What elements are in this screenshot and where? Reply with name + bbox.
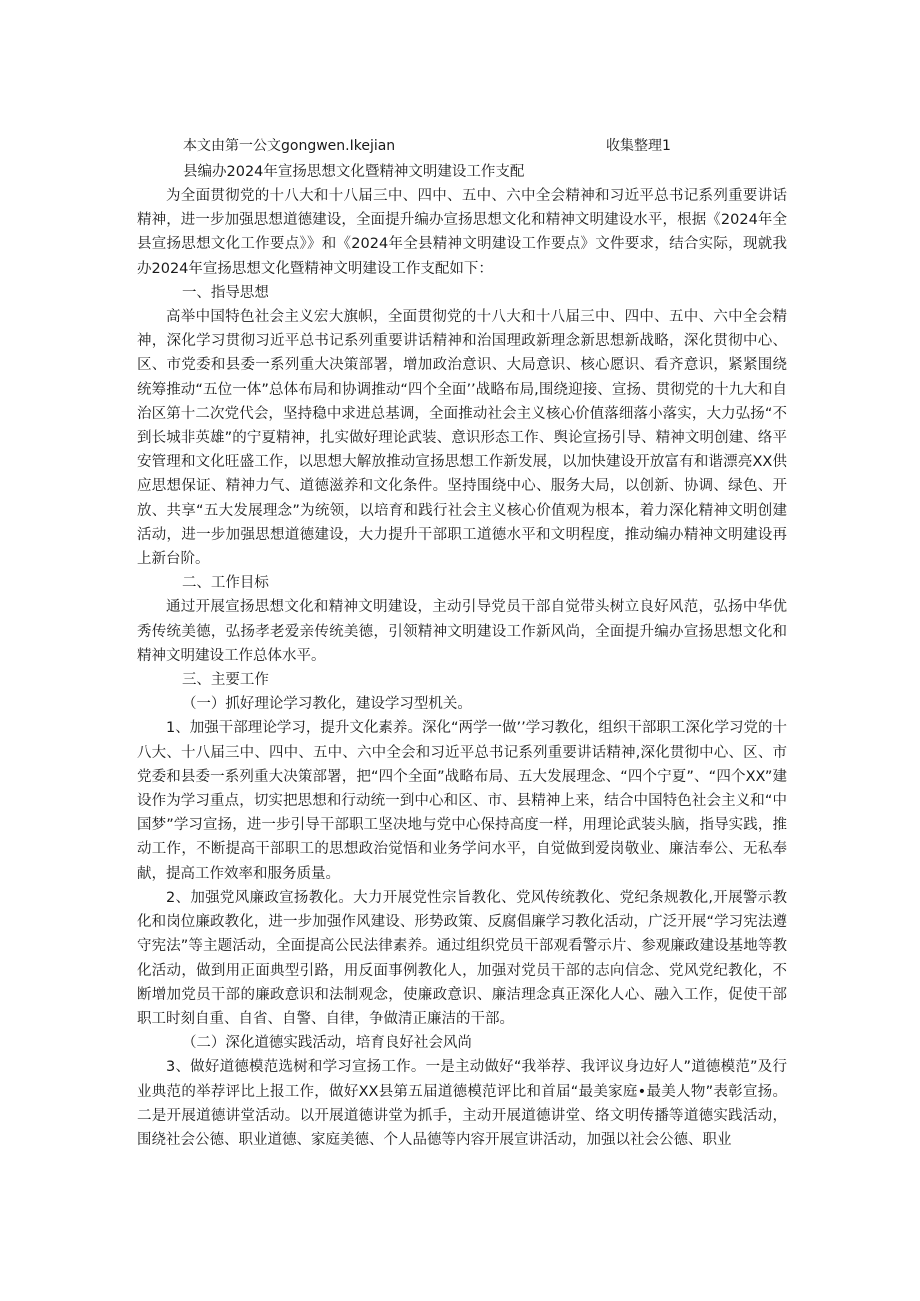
collection-note: 收集整理1 [606, 138, 671, 154]
subsection-heading-theory-study: （一）抓好理论学习教化，建设学习型机关。 [181, 696, 472, 713]
subsection-heading-moral-practice: （二）深化道德实践活动，培育良好社会风尚 [181, 1035, 472, 1052]
item-3-paragraph: 3、做好道德模范选树和学习宣扬工作。一是主动做好“我举荐、我评议身边好人”道德模范”及行业典范的举荐评比上报工作，做好XX县第五届道德模范评比和首届“最美家庭•最美人物”表彰宣扬。二是开展道德讲堂活动。以开展道德讲堂为抓手，主动开展道德讲堂、络文明传播等道德实践活动，围绕社会公德、职业道德、家庭美德、个人品德等内容开展宣讲活动，加强以社会公德、职业 [137, 1059, 787, 1148]
work-goals-paragraph: 通过开展宣扬思想文化和精神文明建设，主动引导党员干部自觉带头树立良好风范，弘扬中华优秀传统美德，弘扬孝老爱亲传统美德，引领精神文明建设工作新风尚，全面提升编办宣扬思想文化和精神文明建设工作总体水平。 [137, 599, 787, 664]
guiding-ideology-paragraph: 高举中国特色社会主义宏大旗帜，全面贯彻党的十八大和十八届三中、四中、五中、六中全会精神，深化学习贯彻习近平总书记系列重要讲话精神和治国理政新理念新思想新战略，深化贯彻中心、区、市党委和县委一系列重大决策部署，增加政治意识、大局意识、核心愿识、看齐意识，紧紧围绕统筹推动“五位一体”总体布局和协调推动“四个全面’’战略布局,围绕迎接、宣扬、贯彻党的十九大和自治区第十二次党代会，坚持稳中求进总基调，全面推动社会主义核心价值落细落小落实，大力弘扬“不到长城非英雄”的宁夏精神，扎实做好理论武装、意识形态工作、舆论宣扬引导、精神文明创建、络平安管理和文化旺盛工作，以思想大解放推动宣扬思想工作新发展，以加快建设开放富有和谐漂亮XX供应思想保证、精神力气、道德滋养和文化条件。坚持围绕中心、服务大局，以创新、协调、绿色、开放、共享“五大发展理念”为统领，以培育和践行社会主义核心价值观为根本，着力深化精神文明创建活动，进一步加强思想道德建设，大力提升干部职工道德水平和文明程度，推动编办精神文明建设再上新台阶。 [137, 309, 787, 568]
document-title: 县编办2024年宣扬思想文化暨精神文明建设工作支配 [183, 164, 525, 180]
section-heading-guiding-ideology: 一、指导思想 [181, 284, 269, 301]
item-1-paragraph: 1、加强干部理论学习，提升文化素养。深化“两学一做’’学习教化，组织干部职工深化学习党的十八大、十八届三中、四中、五中、六中全会和习近平总书记系列重要讲话精神,深化贯彻中心、区、市党委和县委一系列重大决策部署，把“四个全面”战略布局、五大发展理念、“四个宁夏”、“四个XX”建设作为学习重点，切实把思想和行动统一到中心和区、市、县精神上来，结合中国特色社会主义和“中国梦”学习宣扬，进一步引导干部职工坚决地与党中心保持高度一样，用理论武装头脑，指导实践，推动工作，不断提高干部职工的思想政治觉悟和业务学问水平，自觉做到爱岗敬业、廉洁奉公、无私奉献，提高工作效率和服务质量。 [137, 720, 787, 882]
source-note: 本文由第一公文gongwen.Ikejian [183, 138, 396, 154]
section-heading-work-goals: 二、工作目标 [181, 575, 269, 592]
intro-paragraph: 为全面贯彻党的十八大和十八届三中、四中、五中、六中全会精神和习近平总书记系列重要讲话精神，进一步加强思想道德建设，全面提升编办宣扬思想文化和精神文明建设水平，根据《2024年全县宣扬思想文化工作要点》》和《2024年全县精神文明建设工作要点》文件要求，结合实际，现就我办2024年宣扬思想文化暨精神文明建设工作支配如下： [137, 188, 787, 277]
section-heading-main-work: 三、主要工作 [181, 672, 269, 689]
item-2-paragraph: 2、加强党风廉政宣扬教化。大力开展党性宗旨教化、党风传统教化、党纪条规教化,开展警示教化和岗位廉政教化，进一步加强作风建设、形势政策、反腐倡廉学习教化活动，广泛开展“学习宪法遵守宪法”等主题活动，全面提高公民法律素养。通过组织党员干部观看警示片、参观廉政建设基地等教化活动，做到用正面典型引路，用反面事例教化人，加强对党员干部的志向信念、党风党纪教化，不断增加党员干部的廉政意识和法制观念，使廉政意识、廉洁理念真正深化人心、融入工作，促使干部职工时刻自重、自省、自警、自律，争做清正廉洁的干部。 [137, 889, 787, 1027]
document-body [137, 184, 787, 1152]
source-header [183, 136, 703, 156]
